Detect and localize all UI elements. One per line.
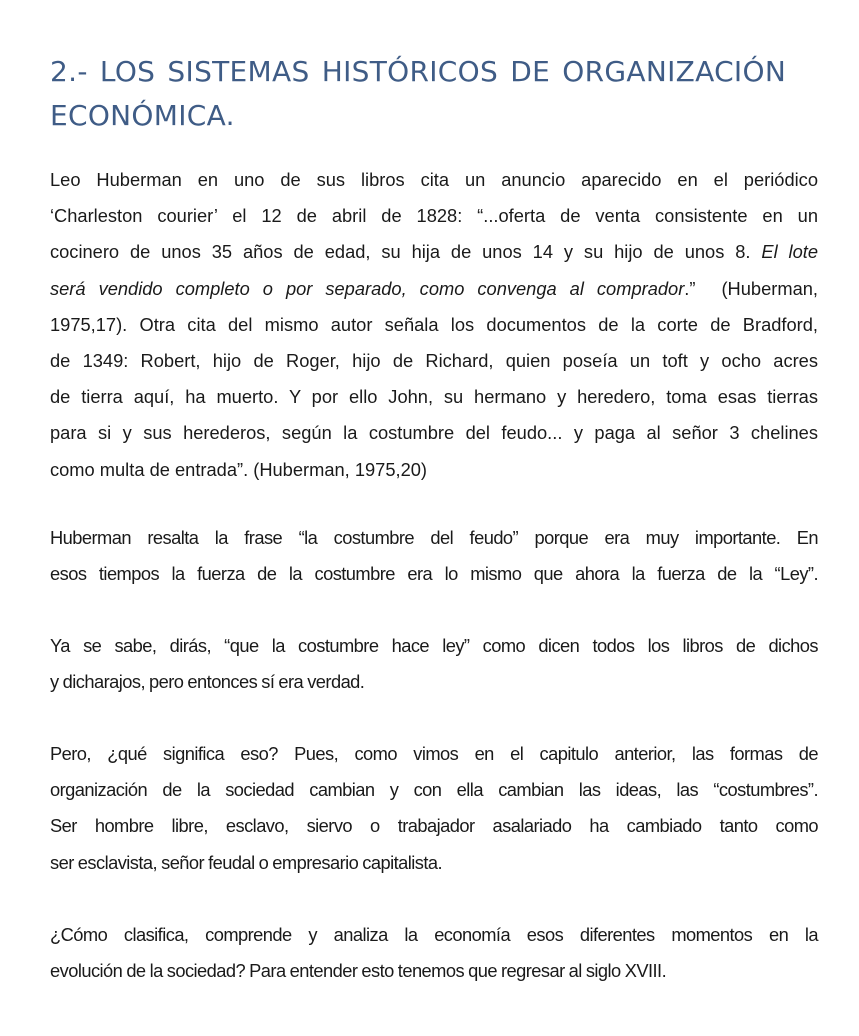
- text-line: [50, 271, 818, 307]
- text-line: Ser hombre libre, esclavo, siervo o trabajador asalariado ha cambiado tanto como: [50, 815, 818, 837]
- paragraph-costumbre-ley: [50, 628, 818, 700]
- text-line: de 1349: Robert, hijo de Roger, hijo de Richard, quien poseía un toft y ocho acres: [50, 350, 818, 372]
- heading-line: ECONÓMICA.: [50, 99, 235, 132]
- section-heading: [50, 50, 818, 138]
- italic-quote: será vendido completo o por separado, como convenga al comprador: [50, 277, 685, 299]
- paragraph-formas-organizacion: [50, 736, 818, 881]
- paragraph-costumbre-feudo: [50, 520, 818, 592]
- text-line: Leo Huberman en uno de sus libros cita un anuncio aparecido en el periódico: [50, 169, 818, 190]
- text-line: y dicharajos, pero entonces sí era verdad.: [50, 671, 365, 693]
- text-line: ser esclavista, señor feudal o empresario capitalista.: [50, 851, 443, 873]
- paragraph-siglo-xviii: [50, 917, 818, 989]
- text-line: de tierra aquí, ha muerto. Y por ello John, su hermano y heredero, toma esas tierras: [50, 386, 818, 408]
- text-line: 1975,17). Otra cita del mismo autor señala los documentos de la corte de Bradford,: [50, 313, 818, 335]
- citation: .” (Huberman,: [684, 277, 818, 299]
- italic-quote: El lote: [761, 241, 818, 263]
- text-line: evolución de la sociedad? Para entender esto tenemos que regresar al siglo XVIII.: [50, 960, 667, 982]
- text-line: organización de la sociedad cambian y con ella cambian las ideas, las “costumbres”.: [50, 779, 818, 801]
- text-line: [50, 234, 818, 270]
- text-line: como multa de entrada”. (Huberman, 1975,20): [50, 458, 427, 480]
- text-line: Ya se sabe, dirás, “que la costumbre hace ley” como dicen todos los libros de dichos: [50, 635, 818, 656]
- text-line: Pero, ¿qué significa eso? Pues, como vimos en el capitulo anterior, las formas de: [50, 743, 818, 764]
- heading-line: 2.- LOS SISTEMAS HISTÓRICOS DE ORGANIZACIÓN: [50, 55, 787, 88]
- text-line: ‘Charleston courier’ el 12 de abril de 1828: “...oferta de venta consistente en un: [50, 205, 818, 227]
- text-line: para si y sus herederos, según la costumbre del feudo... y paga al señor 3 chelines: [50, 422, 818, 444]
- text-fragment: cocinero de unos 35 años de edad, su hija de unos 14 y su hijo de unos 8.: [50, 241, 762, 263]
- text-line: esos tiempos la fuerza de la costumbre era lo mismo que ahora la fuerza de la “Ley”.: [50, 563, 818, 585]
- paragraph-huberman-quotes: [50, 162, 818, 488]
- text-line: Huberman resalta la frase “la costumbre del feudo” porque era muy importante. En: [50, 527, 818, 548]
- text-line: ¿Cómo clasifica, comprende y analiza la economía esos diferentes momentos en la: [50, 924, 818, 945]
